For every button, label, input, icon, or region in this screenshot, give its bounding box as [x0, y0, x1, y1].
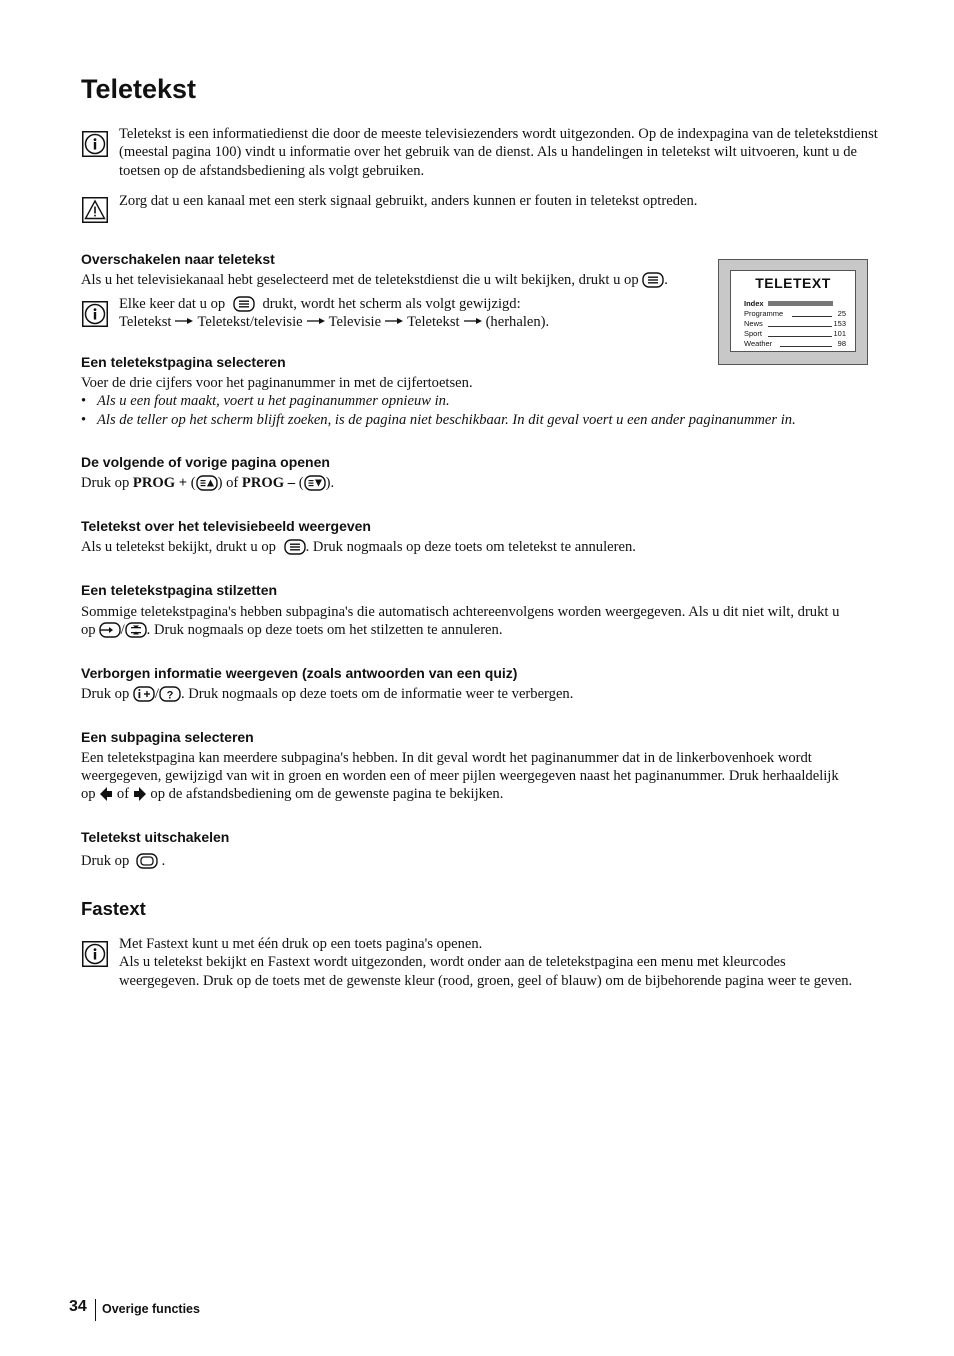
- switch-teletext-text: [81, 271, 668, 289]
- sequence-step: Teletekst: [119, 314, 172, 330]
- section-heading-switch-teletext: Overschakelen naar teletekst: [81, 251, 275, 267]
- teletext-row-page: 101: [833, 329, 846, 338]
- subpage-text-line2: weergegeven, gewijzigd van wit in groen en worden een of meer pijlen weergegeven naast het paginanummer. Druk herhaaldelijk: [81, 768, 839, 784]
- warning-icon: [82, 197, 108, 223]
- info-icon: [82, 131, 108, 157]
- sequence-step: Televisie: [328, 314, 382, 330]
- arrow-right-icon: [133, 786, 147, 802]
- hold-text-line2: op / . Druk nogmaals op deze toets om het stilzetten te annuleren.: [81, 622, 503, 638]
- teletext-row-page: 98: [837, 339, 846, 348]
- page-up-button-icon: [196, 475, 218, 491]
- hold-text-line1: Sommige teletekstpagina's hebben subpagina's die automatisch achtereenvolgens worden weergegeven. Als u dit niet wilt, drukt u: [81, 604, 840, 620]
- section-heading-subpage: Een subpagina selecteren: [81, 729, 254, 745]
- footer-divider: [95, 1299, 96, 1321]
- sequence-step: Teletekst: [407, 314, 460, 330]
- switch-teletext-line-end: .: [664, 272, 668, 288]
- switch-note-text-a: Elke keer dat u op: [119, 296, 226, 312]
- page-number: 34: [69, 1298, 87, 1315]
- footer-section-label: Overige functies: [102, 1302, 200, 1316]
- text-fragment: Druk op: [81, 475, 130, 491]
- teletext-row-page: 153: [833, 319, 846, 328]
- reveal-button-icon: [159, 686, 181, 702]
- teletext-index-highlight: [768, 301, 833, 306]
- input-hold-button-icon: [99, 622, 121, 638]
- text-fragment: of: [116, 786, 130, 802]
- teletext-dotted-line: [780, 346, 832, 347]
- text-fragment: op: [81, 622, 96, 638]
- arrow-right-icon: [464, 317, 482, 325]
- intro-info-text: Teletekst is een informatiedienst die door de meeste televisiezenders wordt uitgezonden. Op de indexpagina van de teletekstdienst (meestal pagina 100) vindt u informatie over het gebruik van de dienst. Als u handelingen in teletekst wilt uitvoeren, kunt u de toetsen op de afstandsbediening als volgt gebruiken.: [119, 126, 878, 179]
- teletext-row-label: Index: [744, 299, 764, 308]
- section-heading-hold: Een teletekstpagina stilzetten: [81, 582, 278, 598]
- teletext-dotted-line: [768, 336, 832, 337]
- teletext-index-row: [744, 299, 846, 309]
- teletext-dotted-line: [768, 326, 832, 327]
- teletext-row: [744, 339, 846, 349]
- teletext-row: [744, 309, 846, 319]
- arrow-right-icon: [385, 317, 403, 325]
- text-fragment: .: [161, 853, 166, 869]
- teletext-row-label: Programme: [744, 309, 784, 318]
- subpage-text-line3: [81, 785, 503, 803]
- tv-button-icon: [136, 853, 158, 869]
- teletext-screen-title: TELETEXT: [755, 275, 831, 291]
- sequence-step: (herhalen).: [485, 314, 550, 330]
- switch-note-line1: [119, 295, 521, 313]
- text-fragment: . Druk nogmaals op deze toets om het stilzetten te annuleren.: [146, 622, 503, 638]
- section-heading-reveal: Verborgen informatie weergeven (zoals antwoorden van een quiz): [81, 665, 518, 681]
- svg-text:?: ?: [166, 689, 174, 702]
- select-page-text: Voer de drie cijfers voor het paginanummer in met de cijfertoetsen.: [81, 375, 473, 391]
- teletext-screen-illustration: [718, 259, 868, 365]
- select-page-bullet: • Als de teller op het scherm blijft zoeken, is de pagina niet beschikbaar. In dit geval voert u een ander paginanummer in.: [81, 411, 871, 429]
- warning-text: Zorg dat u een kanaal met een sterk signaal gebruikt, anders kunnen er fouten in teletekst optreden.: [119, 193, 698, 209]
- teletext-button-icon: [284, 539, 306, 555]
- section-heading-overlay: Teletekst over het televisiebeeld weergeven: [81, 518, 371, 534]
- teletext-row-label: News: [744, 319, 763, 328]
- text-fragment: ): [217, 475, 223, 491]
- select-page-bullet: • Als u een fout maakt, voert u het paginanummer opnieuw in.: [81, 392, 871, 410]
- text-fragment: . Druk nogmaals op deze toets om teletekst te annuleren.: [305, 539, 636, 555]
- reveal-text: Druk op / ? . Druk nogmaals op deze toets om de informatie weer te verbergen.: [81, 686, 574, 702]
- section-heading-teletext-off: Teletekst uitschakelen: [81, 829, 230, 845]
- page-down-button-icon: [304, 475, 326, 491]
- arrow-right-icon: [307, 317, 325, 325]
- teletext-row-page: 25: [837, 309, 846, 318]
- subpage-text-line1: Een teletekstpagina kan meerdere subpagina's hebben. In dit geval wordt het paginanummer dat in de linkerbovenhoek wordt: [81, 750, 812, 766]
- teletext-row: [744, 319, 846, 329]
- fastext-body: [119, 935, 889, 990]
- next-prev-page-text: [81, 474, 334, 492]
- prog-plus-label: PROG +: [132, 475, 188, 491]
- teletext-dotted-line: [792, 316, 832, 317]
- switch-sequence: [119, 313, 549, 331]
- sequence-step: Teletekst/televisie: [197, 314, 303, 330]
- info-reveal-button-icon: [133, 686, 155, 702]
- prog-minus-label: PROG –: [241, 475, 296, 491]
- teletext-row-label: Weather: [744, 339, 773, 348]
- page-title: Teletekst: [81, 74, 197, 104]
- section-heading-select-page: Een teletekstpagina selecteren: [81, 354, 286, 370]
- teletext-off-text: [81, 852, 165, 870]
- hold-button-icon: [125, 622, 147, 638]
- text-fragment: . Druk nogmaals op deze toets om de informatie weer te verbergen.: [180, 686, 574, 702]
- fastext-heading: Fastext: [81, 898, 146, 919]
- fastext-line: Met Fastext kunt u met één druk op een toets pagina's openen.: [119, 936, 483, 952]
- info-icon: [82, 301, 108, 327]
- text-fragment: Als u teletekst bekijkt, drukt u op: [81, 539, 276, 555]
- teletext-button-icon: [233, 296, 255, 312]
- text-fragment: Druk op: [81, 853, 130, 869]
- fastext-line: Als u teletekst bekijkt en Fastext wordt uitgezonden, wordt onder aan de teletekstpagina een menu met kleurcodes: [119, 954, 786, 971]
- text-fragment: Druk op: [81, 686, 130, 702]
- teletext-screen: [730, 270, 856, 352]
- fastext-line: weergegeven. Druk op de toets met de gewenste kleur (rood, groen, geel of blauw) om de bijbehorende pagina weer te geven.: [119, 972, 853, 989]
- teletext-row-label: Sport: [744, 329, 762, 338]
- arrow-right-icon: [175, 317, 193, 325]
- section-heading-next-prev-page: De volgende of vorige pagina openen: [81, 454, 330, 470]
- overlay-text: [81, 538, 636, 556]
- text-fragment: of: [226, 475, 239, 491]
- teletext-row: [744, 329, 846, 339]
- text-fragment: op: [81, 786, 96, 802]
- teletext-button-icon: [642, 272, 664, 288]
- text-fragment: op de afstandsbediening om de gewenste pagina te bekijken.: [150, 786, 504, 802]
- text-fragment: ): [325, 475, 331, 491]
- text-fragment: (: [190, 475, 196, 491]
- switch-note-text-b: drukt, wordt het scherm als volgt gewijzigd:: [262, 296, 521, 312]
- switch-teletext-line: Als u het televisiekanaal hebt geselecteerd met de teletekstdienst die u wilt bekijken, drukt u op: [81, 272, 639, 288]
- info-icon: [82, 941, 108, 967]
- text-fragment: (: [298, 475, 304, 491]
- arrow-left-icon: [99, 786, 113, 802]
- text-fragment: .: [330, 475, 335, 491]
- select-page-body: [81, 374, 871, 429]
